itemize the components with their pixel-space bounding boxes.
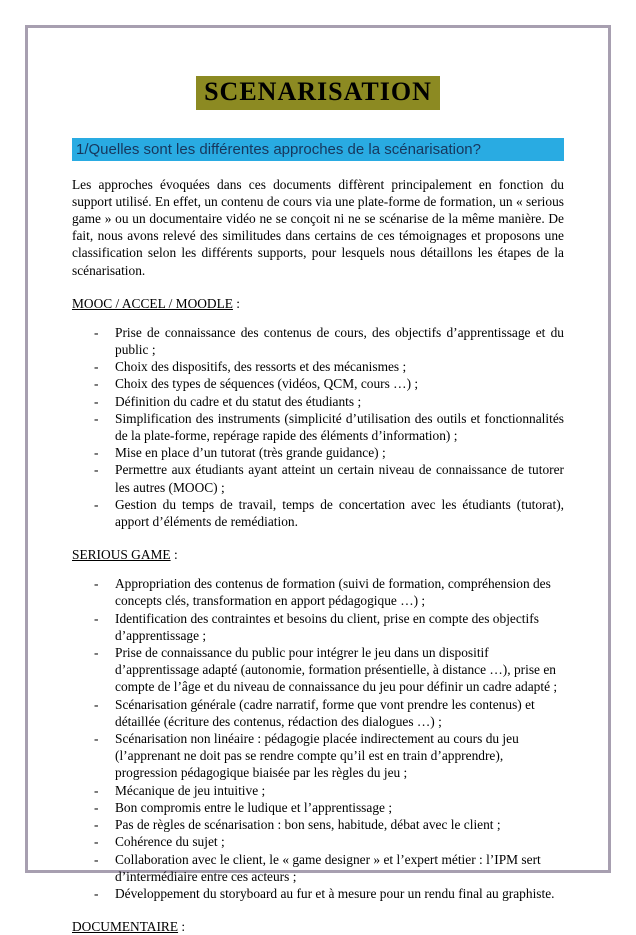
dash-bullet: - [94,799,99,815]
dash-bullet: - [94,393,99,409]
section-heading [72,547,564,563]
section-heading-colon: : [170,547,178,563]
list-item [94,644,564,696]
dash-bullet: - [94,731,99,747]
list-item-text: Simplification des instruments (simplicité d’utilisation des outils et fonctionnalités de la plate-forme, repérage rapide des éléments d’information) ; [115,410,564,444]
list-item [94,444,564,461]
dash-bullet: - [94,462,99,478]
dash-bullet: - [94,410,99,426]
title-container [72,76,564,110]
list-item-text: Scénarisation générale (cadre narratif, forme que vont prendre les contenus) et détaillée (écriture des contenus, rédaction des dialogues …) ; [115,696,535,729]
section-list [94,324,564,530]
dash-bullet: - [94,610,99,626]
list-item [94,816,564,833]
list-item-text: Définition du cadre et du statut des étudiants ; [115,393,362,409]
list-item-text: Bon compromis entre le ludique et l’apprentissage ; [115,799,393,815]
list-item [94,375,564,392]
list-item [94,799,564,816]
dash-bullet: - [94,576,99,592]
dash-bullet: - [94,834,99,850]
list-item-text: Collaboration avec le client, le « game designer » et l’expert métier : l’IPM sert d’intermédiaire entre ces acteurs ; [115,851,541,884]
list-item [94,885,564,902]
list-item-text: Scénarisation non linéaire : pédagogie placée indirectement au cours du jeu (l’apprenant ne doit pas se rendre compte qu’il est en train d’apprendre), progression pédagogique biaisée par les règles du jeu ; [115,731,519,781]
dash-bullet: - [94,645,99,661]
page-title: SCENARISATION [196,76,440,110]
dash-bullet: - [94,324,99,340]
list-item [94,851,564,885]
section-heading-label: DOCUMENTAIRE [72,919,179,935]
document-page [25,25,611,935]
list-item [94,461,564,495]
list-item [94,358,564,375]
list-item [94,730,564,782]
dash-bullet: - [94,496,99,512]
list-item [94,324,564,358]
list-item [94,410,564,444]
list-item-text: Prise de connaissance des contenus de cours, des objectifs d’apprentissage et du public ; [115,324,564,358]
list-item-text: Développement du storyboard au fur et à mesure pour un rendu final au graphiste. [115,885,555,901]
list-item [94,575,564,609]
dash-bullet: - [94,376,99,392]
section-heading-colon: : [178,919,186,935]
document-section [72,296,564,530]
dash-bullet: - [94,851,99,867]
list-item-text: Mécanique de jeu intuitive ; [115,782,266,798]
document-section [72,919,564,935]
section-heading-label: SERIOUS GAME [72,547,171,563]
dash-bullet: - [94,885,99,901]
list-item-text: Cohérence du sujet ; [115,834,225,850]
question-heading: 1/Quelles sont les différentes approches de la scénarisation? [72,138,564,161]
document-section [72,547,564,902]
list-item-text: Choix des dispositifs, des ressorts et des mécanismes ; [115,359,407,375]
list-item-text: Pas de règles de scénarisation : bon sens, habitude, débat avec le client ; [115,817,501,833]
list-item-text: Mise en place d’un tutorat (très grande guidance) ; [115,445,386,461]
list-item [94,782,564,799]
section-heading [72,296,564,312]
list-item-text: Prise de connaissance du public pour intégrer le jeu dans un dispositif d’apprentissage adapté (autonomie, formation présentielle, à distance …), prise en compte de l’âge et du niveau de connaissance du jeu pour définir un cadre adapté ; [115,645,558,695]
list-item [94,610,564,644]
dash-bullet: - [94,359,99,375]
dash-bullet: - [94,696,99,712]
list-item-text: Permettre aux étudiants ayant atteint un certain niveau de connaissance de tutorer les autres (MOOC) ; [115,462,564,495]
section-list [94,575,564,902]
sections [72,296,564,935]
list-item [94,833,564,850]
list-item-text: Identification des contraintes et besoins du client, prise en compte des objectifs d’apprentissage ; [115,610,539,643]
intro-paragraph: Les approches évoquées dans ces documents diffèrent principalement en fonction du support utilisé. En effet, un contenu de cours via une plate-forme de formation, un « serious game » ou un documentaire vidéo ne se conçoit ni ne se scénarise de la même manière. De fait, nous avons relevé des similitudes dans certains de ces témoignages et proposons une classification selon les différents supports, pour lesquels nous détaillons les étapes de la scénarisation. [72,176,564,278]
dash-bullet: - [94,445,99,461]
list-item [94,496,564,530]
section-heading-label: MOOC / ACCEL / MOODLE [72,295,233,311]
section-heading-colon: : [232,295,241,311]
list-item-text: Appropriation des contenus de formation (suivi de formation, compréhension des concepts clés, transformation en apport pédagogique …) ; [115,576,551,609]
list-item-text: Choix des types de séquences (vidéos, QCM, cours …) ; [115,376,419,392]
list-item-text: Gestion du temps de travail, temps de concertation avec les étudiants (tutorat), apport d’éléments de remédiation. [115,496,564,530]
list-item [94,393,564,410]
page-content [28,28,608,935]
list-item [94,696,564,730]
dash-bullet: - [94,817,99,833]
dash-bullet: - [94,782,99,798]
section-heading [72,919,564,935]
